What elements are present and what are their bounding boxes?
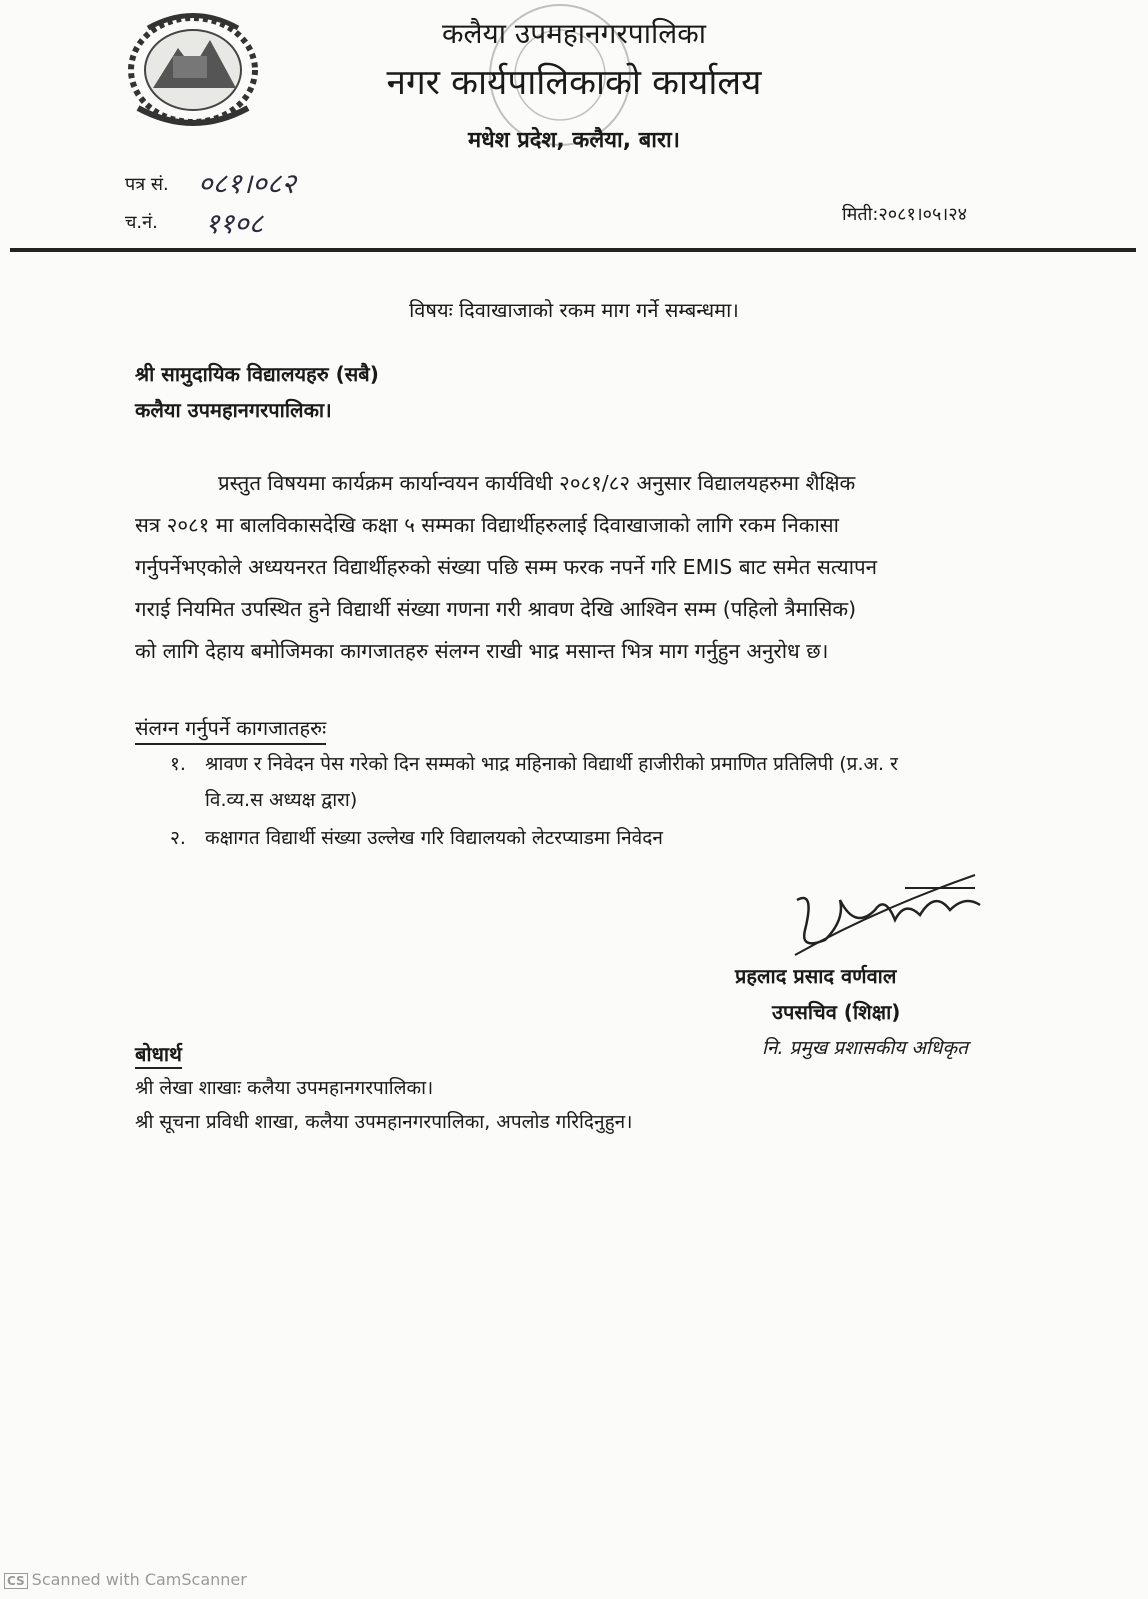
cc-line-2: श्री सूचना प्रविधी शाखा, कलैया उपमहानगरपालिका, अपलोड गरिदिनुहुन।: [135, 1111, 633, 1133]
letter-no-label: पत्र सं.: [125, 174, 169, 195]
subject-line: विषयः दिवाखाजाको रकम माग गर्ने सम्बन्धमा।: [409, 298, 739, 322]
letter-date: मिती:२०८१।०५।२४: [842, 204, 967, 225]
body-line-3: गर्नुपर्नेभएकोले अध्ययनरत विद्यार्थीहरुको संख्या पछि सम्म फरक नपर्ने गरि EMIS बाट समेत सत्यापन: [135, 555, 878, 579]
body-line-2: सत्र २०८१ मा बालविकासदेखि कक्षा ५ सम्मका विद्यार्थीहरुलाई दिवाखाजाको लागि रकम निकासा: [135, 513, 839, 537]
attachments-heading: संलग्न गर्नुपर्ने कागजातहरुः: [135, 714, 326, 745]
signatory-role: नि. प्रमुख प्रशासकीय अधिकृत: [762, 1037, 968, 1059]
body-line-1: प्रस्तुत विषयमा कार्यक्रम कार्यान्वयन कार्यविधी २०८१/८२ अनुसार विद्यालयहरुमा शैक्षिक: [218, 471, 856, 495]
signature-icon: [785, 870, 995, 960]
camscanner-logo-icon: CS: [4, 1573, 28, 1589]
header-divider: [10, 248, 1136, 252]
letter-no-value: ०८१।०८२: [198, 167, 296, 200]
scanner-watermark-text: Scanned with CamScanner: [31, 1570, 247, 1589]
addressee-line2: कलैया उपमहानगरपालिका।: [135, 398, 332, 422]
attachment-item-1-line2: वि.व्य.स अध्यक्ष द्वारा): [205, 789, 358, 811]
dispatch-no-label: च.नं.: [125, 212, 158, 233]
attachment-item-1-number: १.: [170, 753, 186, 775]
scanner-watermark: [4, 1570, 247, 1589]
dispatch-no-value: ११०८: [205, 207, 264, 240]
attachment-item-2-number: २.: [170, 827, 186, 849]
addressee-line1: श्री सामुदायिक विद्यालयहरु (सबै): [135, 362, 379, 386]
body-line-5: को लागि देहाय बमोजिमका कागजातहरु संलग्न राखी भाद्र मसान्त भित्र माग गर्नुहुन अनुरोध छ।: [135, 639, 829, 663]
cc-heading: बोधार्थ: [135, 1040, 182, 1069]
signatory-title: उपसचिव (शिक्षा): [772, 1000, 901, 1024]
office-address: मधेश प्रदेश, कलैया, बारा।: [467, 128, 681, 153]
office-name-line1: कलैया उपमहानगरपालिका: [442, 17, 706, 50]
cc-line-1: श्री लेखा शाखाः कलैया उपमहानगरपालिका।: [135, 1077, 434, 1099]
signatory-name: प्रहलाद प्रसाद वर्णवाल: [735, 964, 897, 988]
attachment-item-2-line1: कक्षागत विद्यार्थी संख्या उल्लेख गरि विद्यालयको लेटरप्याडमा निवेदन: [205, 827, 663, 849]
office-name-line2: नगर कार्यपालिकाको कार्यालय: [386, 63, 762, 103]
attachment-item-1-line1: श्रावण र निवेदन पेस गरेको दिन सम्मको भाद्र महिनाको विद्यार्थी हाजीरीको प्रमाणित प्रतिलिपी (प्र.अ. र: [205, 753, 898, 775]
body-line-4: गराई नियमित उपस्थित हुने विद्यार्थी संख्या गणना गरी श्रावण देखि आश्विन सम्म (पहिलो त्रैमासिक): [135, 597, 857, 621]
